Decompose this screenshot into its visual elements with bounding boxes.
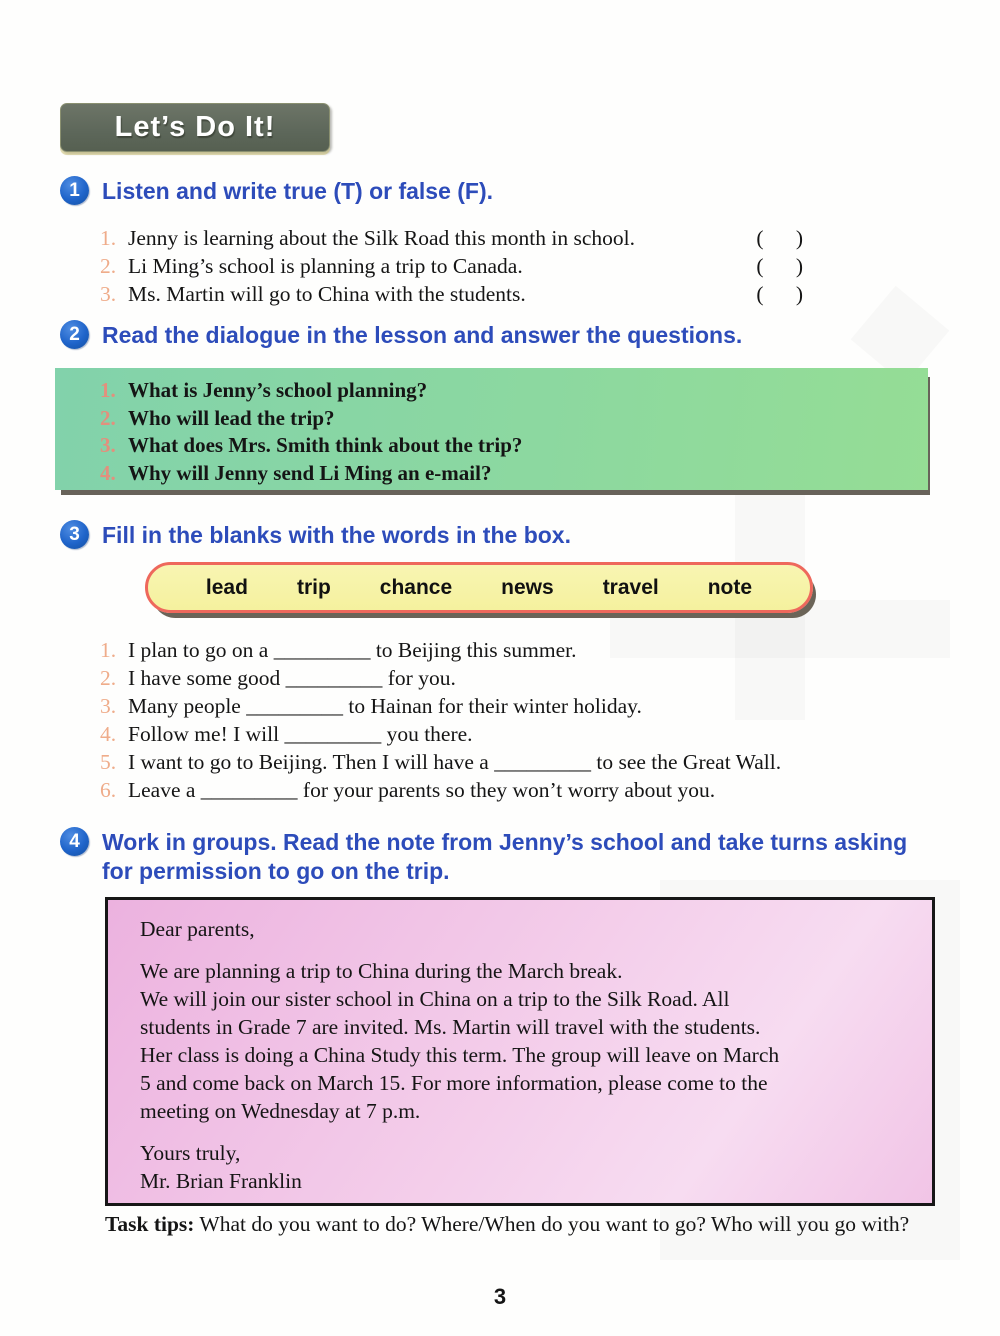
item-text: Ms. Martin will go to China with the students. xyxy=(128,282,526,306)
sentence-text: Many people _________ to Hainan for their winter holiday. xyxy=(128,694,642,718)
school-note-panel xyxy=(105,897,935,1206)
list-item xyxy=(100,720,930,748)
question-number: 4. xyxy=(100,460,116,485)
word-bank-word: chance xyxy=(379,575,453,599)
item-number: 1. xyxy=(100,638,117,662)
item-number: 6. xyxy=(100,778,117,802)
sentence-text: Follow me! I will _________ you there. xyxy=(128,722,473,746)
item-text: Jenny is learning about the Silk Road this month in school. xyxy=(128,226,636,250)
note-closing: Yours truly, xyxy=(140,1141,241,1165)
fill-in-blanks-list xyxy=(100,636,930,804)
list-item xyxy=(100,692,930,720)
item-number: 2. xyxy=(100,666,117,690)
note-body-line: students in Grade 7 are invited. Ms. Martin will travel with the students. xyxy=(140,1015,761,1039)
spacer xyxy=(140,1125,904,1139)
question-number: 3. xyxy=(100,433,116,457)
task-tips-text: What do you want to do? Where/When do you want to go? Who will you go with? xyxy=(194,1212,910,1236)
list-item xyxy=(100,280,803,308)
sentence-text: I have some good _________ for you. xyxy=(128,666,456,690)
question-text: Why will Jenny send Li Ming an e-mail? xyxy=(128,460,492,485)
question-text: What does Mrs. Smith think about the trip? xyxy=(128,433,523,457)
word-bank-word: travel xyxy=(602,575,659,599)
answer-parentheses: ( ) xyxy=(756,254,803,278)
section-1-heading xyxy=(60,176,493,206)
answer-parentheses: ( ) xyxy=(756,226,803,250)
word-bank-word: note xyxy=(707,575,753,599)
note-body-line: 5 and come back on March 15. For more information, please come to the xyxy=(140,1071,768,1095)
spacer xyxy=(140,943,904,957)
item-number: 5. xyxy=(100,750,117,774)
note-signature: Mr. Brian Franklin xyxy=(140,1169,302,1193)
list-item xyxy=(100,252,803,280)
list-item xyxy=(100,405,928,433)
sentence-text: I want to go to Beijing. Then I will have a _________ to see the Great Wall. xyxy=(128,750,782,774)
sentence-text: Leave a _________ for your parents so they won’t worry about you. xyxy=(128,778,716,802)
section-1-title: Listen and write true (T) or false (F). xyxy=(102,178,494,204)
list-item xyxy=(100,377,928,405)
task-tips xyxy=(105,1210,940,1238)
section-3-heading xyxy=(60,520,571,550)
banner-title: Let’s Do It! xyxy=(114,111,276,143)
word-bank-word: lead xyxy=(205,575,248,599)
question-number: 1. xyxy=(100,378,116,402)
section-2-number-badge: 2 xyxy=(60,320,89,349)
word-bank-word: news xyxy=(501,575,554,599)
list-item xyxy=(100,664,930,692)
list-item xyxy=(100,636,930,664)
item-text: Li Ming’s school is planning a trip to Canada. xyxy=(128,254,523,278)
sentence-text: I plan to go on a _________ to Beijing this summer. xyxy=(128,638,577,662)
note-body-line: We will join our sister school in China on a trip to the Silk Road. All xyxy=(140,987,730,1011)
question-text: Who will lead the trip? xyxy=(128,405,335,430)
item-number: 4. xyxy=(100,722,117,746)
word-bank-word: trip xyxy=(296,575,331,599)
section-1-number-badge: 1 xyxy=(60,176,89,205)
question-number: 2. xyxy=(100,405,116,430)
questions-panel xyxy=(55,368,928,490)
page-number: 3 xyxy=(493,1284,507,1309)
item-number: 2. xyxy=(100,254,117,278)
item-number: 3. xyxy=(100,694,117,718)
section-4-heading xyxy=(60,827,932,886)
item-number: 3. xyxy=(100,282,117,306)
word-bank-box xyxy=(145,562,813,613)
section-4-number-badge: 4 xyxy=(60,827,89,856)
true-false-list xyxy=(100,224,803,308)
list-item xyxy=(100,224,803,252)
question-text: What is Jenny’s school planning? xyxy=(128,378,428,402)
section-4-title: Work in groups. Read the note from Jenny’s school and take turns asking for permission to go on the trip. xyxy=(102,829,908,884)
lets-do-it-banner xyxy=(60,103,330,152)
note-body-line: Her class is doing a China Study this term. The group will leave on March xyxy=(140,1043,780,1067)
section-2-heading xyxy=(60,320,742,350)
section-3-title: Fill in the blanks with the words in the box. xyxy=(102,522,571,548)
note-body-line: We are planning a trip to China during the March break. xyxy=(140,959,623,983)
section-3-number-badge: 3 xyxy=(60,520,89,549)
list-item xyxy=(100,748,930,776)
section-2-title: Read the dialogue in the lesson and answer the questions. xyxy=(102,322,743,348)
answer-parentheses: ( ) xyxy=(756,282,803,306)
note-salutation: Dear parents, xyxy=(140,917,255,941)
item-number: 1. xyxy=(100,226,117,250)
list-item xyxy=(100,432,928,460)
task-tips-label: Task tips: xyxy=(105,1212,195,1236)
note-body-line: meeting on Wednesday at 7 p.m. xyxy=(140,1099,421,1123)
list-item xyxy=(100,460,928,488)
list-item xyxy=(100,776,930,804)
